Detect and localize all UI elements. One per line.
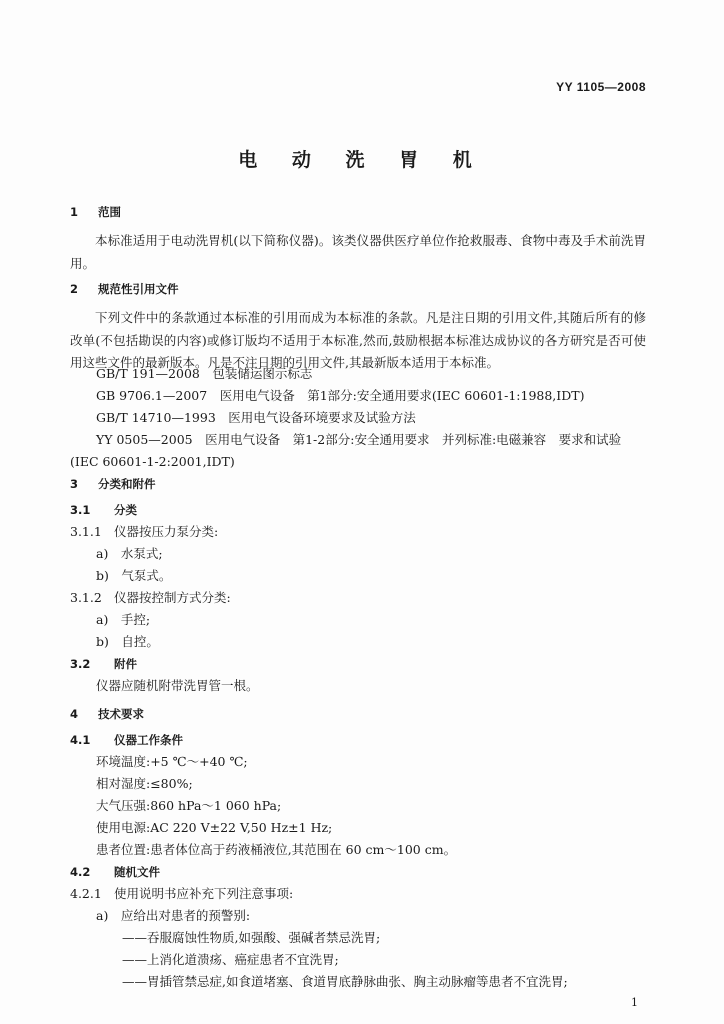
list-item: b) 自控。 (96, 634, 159, 649)
list-item: a) 手控; (96, 612, 151, 627)
section-title: 范围 (98, 205, 121, 219)
section-number: 3.1.2 (70, 590, 102, 605)
section-1-text: 本标准适用于电动洗胃机(以下简称仪器)。该类仪器供医疗单位作抢救服毒、食物中毒及手术前洗胃用。 (70, 233, 646, 271)
section-2-heading (70, 281, 179, 297)
reference-item: GB 9706.1—2007 医用电气设备 第1部分:安全通用要求(IEC 60601-1:1988,IDT) (96, 388, 585, 403)
section-title: 随机文件 (114, 865, 160, 879)
section-number: 4.1 (70, 733, 91, 747)
list-item: b) 气泵式。 (96, 568, 172, 583)
list-item: a) 水泵式; (96, 546, 163, 561)
page-number: 1 (631, 996, 638, 1009)
section-number: 4.2.1 (70, 886, 102, 901)
section-number: 3.1.1 (70, 524, 102, 539)
condition-item: 患者位置:患者体位高于药液桶液位,其范围在 60 cm～100 cm。 (96, 842, 457, 857)
section-4-2-1-heading (70, 886, 293, 902)
section-3-1-1-heading (70, 524, 218, 540)
standard-code: YY 1105—2008 (556, 80, 646, 94)
section-number: 3.2 (70, 657, 91, 671)
condition-item: 大气压强:860 hPa～1 060 hPa; (96, 798, 282, 813)
section-title: 分类 (114, 503, 137, 517)
section-3-2-text: 仪器应随机附带洗胃管一根。 (96, 678, 259, 693)
section-title: 技术要求 (98, 707, 144, 721)
section-3-2-heading (70, 656, 137, 672)
section-4-2-heading (70, 864, 160, 880)
section-number: 3 (70, 477, 79, 491)
section-number: 2 (70, 282, 79, 296)
section-3-1-2-heading (70, 590, 231, 606)
section-4-1-heading (70, 732, 183, 748)
section-1-heading (70, 204, 121, 220)
section-number: 4 (70, 707, 79, 721)
warning-item: ——上消化道溃疡、癌症患者不宜洗胃; (122, 952, 339, 967)
section-title: 仪器按压力泵分类: (114, 524, 219, 539)
section-4-heading (70, 706, 144, 722)
condition-item: 相对湿度:≤80%; (96, 776, 193, 791)
section-number: 1 (70, 205, 79, 219)
reference-item: YY 0505—2005 医用电气设备 第1-2部分:安全通用要求 并列标准:电磁兼容 要求和试验 (96, 432, 622, 447)
list-item: a) 应给出对患者的预警别: (96, 908, 251, 923)
section-title: 规范性引用文件 (98, 282, 179, 296)
reference-item: GB/T 191—2008 包装储运图示标志 (96, 366, 313, 381)
document-title: 电 动 洗 胃 机 (238, 149, 486, 171)
section-title: 仪器按控制方式分类: (114, 590, 231, 605)
section-number: 3.1 (70, 503, 91, 517)
section-title: 仪器工作条件 (114, 733, 183, 747)
section-title: 分类和附件 (98, 477, 156, 491)
warning-item: ——胃插管禁忌症,如食道堵塞、食道胃底静脉曲张、胸主动脉瘤等患者不宜洗胃; (122, 974, 568, 989)
section-title: 使用说明书应补充下列注意事项: (114, 886, 294, 901)
condition-item: 使用电源:AC 220 V±22 V,50 Hz±1 Hz; (96, 820, 333, 835)
section-number: 4.2 (70, 865, 91, 879)
reference-item-continued: (IEC 60601-1-2:2001,IDT) (70, 454, 235, 469)
warning-item: ——吞服腐蚀性物质,如强酸、强碱者禁忌洗胃; (122, 930, 381, 945)
section-3-heading (70, 476, 156, 492)
section-2-text: 下列文件中的条款通过本标准的引用而成为本标准的条款。凡是注日期的引用文件,其随后所有的修改单(不包括勘误的内容)或修订版均不适用于本标准,然而,鼓励根据本标准达成协议的各方研究是否可使用这些文件的最新版本。凡是不注日期的引用文件,其最新版本适用于本标准。 (70, 310, 646, 370)
reference-item: GB/T 14710—1993 医用电气设备环境要求及试验方法 (96, 410, 416, 425)
section-3-1-heading (70, 502, 137, 518)
section-title: 附件 (114, 657, 137, 671)
condition-item: 环境温度:+5 ℃～+40 ℃; (96, 754, 248, 769)
